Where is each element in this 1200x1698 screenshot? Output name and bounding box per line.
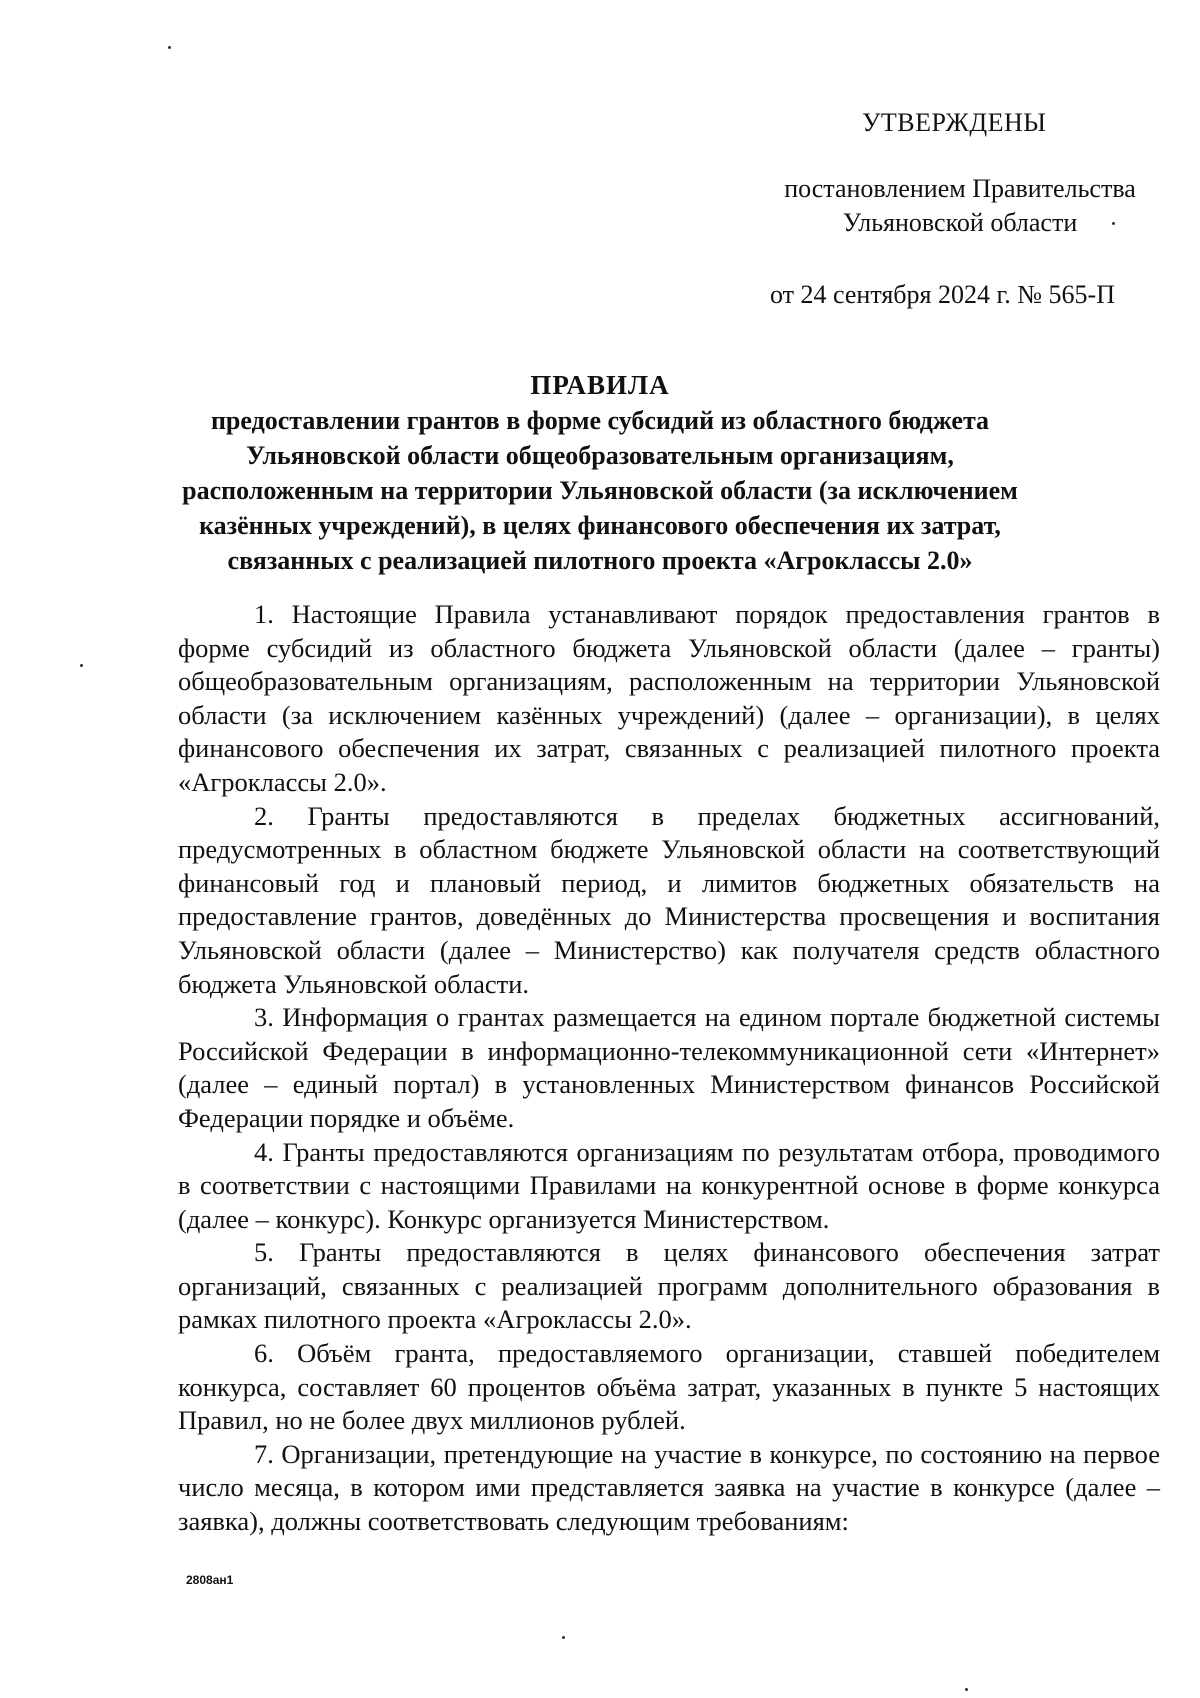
subtitle-line: расположенным на территории Ульяновской области (за исключением xyxy=(182,476,1018,505)
paragraph-4: 4. Гранты предоставляются организациям по результатам отбора, проводимого в соответствии с настоящими Правилами на конкурентной основе в форме конкурса (далее – конкурс). Конкурс организуется Министерством. xyxy=(178,1136,1160,1234)
scan-speck xyxy=(168,46,171,49)
scan-speck xyxy=(562,1636,565,1639)
approval-issuer-line-1: постановлением Правительства xyxy=(784,174,1136,203)
approval-title: УТВЕРЖДЕНЫ xyxy=(862,108,1047,137)
document-code: 2808ан1 xyxy=(186,1573,234,1587)
scan-speck xyxy=(80,664,83,667)
document-heading xyxy=(150,368,1050,578)
subtitle-line: предоставлении грантов в форме субсидий из областного бюджета xyxy=(210,406,990,435)
paragraph-5: 5. Гранты предоставляются в целях финансового обеспечения затрат организаций, связанных с реализацией программ дополнительного образования в рамках пилотного проекта «Агроклассы 2.0». xyxy=(178,1237,1160,1335)
approval-issuer-line-2: Ульяновской области xyxy=(842,208,1078,237)
document-body xyxy=(178,598,1160,1539)
subtitle-line: казённых учреждений), в целях финансового обеспечения их затрат, xyxy=(199,511,1001,540)
paragraph-6: 6. Объём гранта, предоставляемого организации, ставшей победителем конкурса, составляет 60 процентов объёма затрат, указанных в пункте 5 настоящих Правил, но не более двух миллионов рублей. xyxy=(178,1338,1160,1436)
subtitle-line: связанных с реализацией пилотного проекта «Агроклассы 2.0» xyxy=(227,546,973,575)
scan-speck xyxy=(1112,222,1115,225)
paragraph-7: 7. Организации, претендующие на участие в конкурсе, по состоянию на первое число месяца, в котором ими представляется заявка на участие в конкурсе (далее – заявка), должны соответствовать следующим требованиям: xyxy=(178,1438,1160,1537)
paragraph-2: 2. Гранты предоставляются в пределах бюджетных ассигнований, предусмотренных в областном бюджете Ульяновской области на соответствующий финансовый год и плановый период, и лимитов бюджетных обязательств на предоставление грантов, доведённых до Министерства просвещения и воспитания Ульяновской области (далее – Министерство) как получателя средств областного бюджета Ульяновской области. xyxy=(178,800,1160,999)
paragraph-3: 3. Информация о грантах размещается на едином портале бюджетной системы Российской Федерации в информационно-телекоммуникационной сети «Интернет» (далее – единый портал) в установленных Министерством финансов Российской Федерации порядке и объёме. xyxy=(178,1002,1160,1133)
approval-issuer xyxy=(760,172,1160,240)
approval-date-number: от 24 сентября 2024 г. № 565-П xyxy=(770,280,1115,309)
subtitle-line: Ульяновской области общеобразовательным организациям, xyxy=(246,441,954,470)
paragraph-1: 1. Настоящие Правила устанавливают порядок предоставления грантов в форме субсидий из областного бюджета Ульяновской области (далее – гранты) общеобразовательным организациям, расположенным на территории Ульяновской области (за исключением казённых учреждений) (далее – организации), в целях финансового обеспечения их затрат, связанных с реализацией пилотного проекта «Агроклассы 2.0». xyxy=(178,599,1160,797)
document-title: ПРАВИЛА xyxy=(530,370,670,400)
scan-speck xyxy=(965,1688,968,1691)
